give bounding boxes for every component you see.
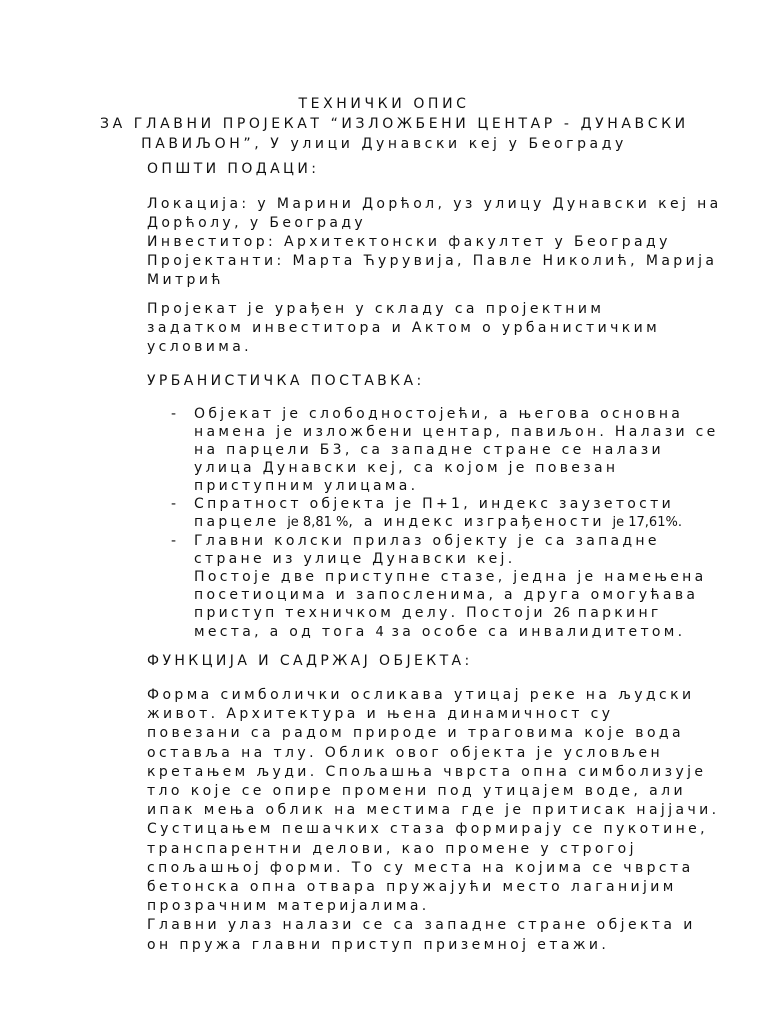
general-line: Пројектанти: Марта Ћурувија, Павле Николић, Марија [147, 253, 718, 269]
function-line: он пружа главни приступ приземној етажи. [147, 936, 610, 953]
text-run: парцеле [194, 514, 288, 530]
bullet-line [194, 623, 707, 642]
function-line: Форма симболички осликава утицај реке на људски [147, 687, 695, 703]
function-line: повезани са радом природе и траговима које вода [147, 725, 684, 742]
accessible-parking-count: 4 [375, 625, 384, 640]
bullet-mark: - [171, 406, 180, 422]
bullet-line: намена је изложбени центар, павиљон. Налази се [194, 424, 719, 440]
function-line: кретањем људи. Спољашња чврста опна симболизује [147, 763, 707, 780]
function-line: Главни улаз налази се са западне стране објекта и [147, 917, 696, 934]
function-line: транспарентни делови, као промене у строгој [147, 840, 637, 857]
urban-heading: УРБАНИСТИЧКА ПОСТАВКА: [147, 373, 425, 389]
text-run: , а индекс изграђености [348, 514, 613, 530]
title-line-1: ТЕХНИЧКИ ОПИС [298, 96, 470, 112]
intro-line: задатком инвеститора и Актом о урбанистичким [147, 320, 661, 336]
function-line: тло које се опире промени под утицајем воде, али [147, 783, 686, 800]
bullet-item [147, 405, 719, 495]
intro-line: условима. [147, 339, 253, 355]
general-line: Дорћолу, у Београду [147, 215, 367, 231]
function-paragraph [147, 686, 720, 955]
bullet-line [194, 513, 707, 532]
function-line: ипак мења облик на местима где је притисак најјачи. [147, 802, 720, 819]
general-line: Митрић [147, 272, 224, 288]
building-index: је 17,61%. [612, 515, 682, 530]
function-line: Сустицањем пешачких стаза формирају се пукотине, [147, 821, 709, 838]
bullet-line: Главни колски прилаз објекту је са западне [194, 533, 660, 549]
bullet-line: Постоје две приступне стазе, једна је намењена [194, 569, 707, 585]
occupancy-index: је 8,81 % [287, 515, 349, 530]
bullet-mark: - [171, 533, 180, 549]
function-heading: ФУНКЦИЈА И САДРЖАЈ ОБЈЕКТА: [147, 653, 473, 669]
title-line-2: ЗА ГЛАВНИ ПРОЈЕКАТ “ИЗЛОЖБЕНИ ЦЕНТАР - ДУНАВСКИ [100, 116, 689, 132]
title-line-3: ПАВИЉОН”, У улици Дунавски кеј у Београду [141, 136, 627, 152]
general-section [147, 195, 722, 290]
bullet-line: приступним улицама. [194, 478, 419, 494]
bullet-line: посетиоцима и запосленима, а друга омогућава [194, 587, 699, 603]
bullet-line: Објекат је слободностојећи, а његова основна [194, 406, 684, 422]
bullet-line: стране из улице Дунавски кеј. [194, 551, 516, 567]
parking-count: 26 [553, 606, 571, 621]
bullet-line [194, 604, 707, 623]
bullet-line: на парцели Б3, са западне стране се налази [194, 442, 664, 458]
bullet-line: улица Дунавски кеј, са којом је повезан [194, 460, 619, 476]
document-title [100, 94, 689, 154]
bullet-mark: - [171, 496, 180, 512]
text-run: паркинг [570, 605, 662, 621]
intro-line: Пројекат је урађен у складу са пројектним [147, 301, 605, 317]
function-line: оставља на тлу. Облик овог објекта је условљен [147, 744, 664, 761]
function-line: прозрачним материјалима. [147, 898, 430, 915]
text-run: приступ техничком делу. Постоји [194, 605, 554, 621]
general-line: Локација: у Марини Дорћол, уз улицу Дунавски кеј на [147, 196, 722, 212]
intro-paragraph [147, 300, 707, 357]
bullet-line: Спратност објекта је П+1, индекс заузетости [194, 496, 675, 512]
bullet-continuation [147, 568, 707, 642]
function-line: бетонска опна отвара пружајући место лаганијим [147, 879, 677, 896]
function-line: живот. Архитектура и њена динамичност су [147, 706, 614, 723]
text-run: места, а од тога [194, 624, 376, 640]
urban-bullet-list [147, 405, 719, 642]
text-run: за особе са инвалидитетом. [383, 624, 686, 640]
function-line: спољашњој форми. То су места на којима се чврста [147, 859, 694, 876]
general-heading: ОПШТИ ПОДАЦИ: [147, 161, 320, 177]
bullet-item [147, 532, 707, 568]
bullet-item [147, 495, 707, 532]
general-line: Инвеститор: Архитектонски факултет у Београду [147, 234, 671, 250]
